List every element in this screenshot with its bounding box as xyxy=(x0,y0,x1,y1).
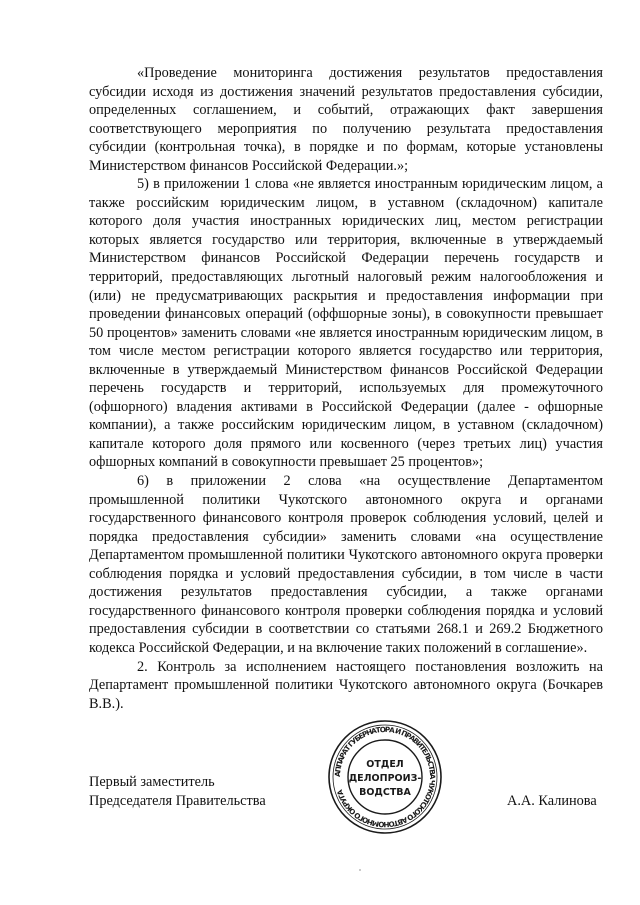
paragraph-item-5: 5) в приложении 1 слова «не является иностранным юридическим лицом, а также российским юридическим лицом, в уставном (складочном) капитале которого доля участия иностранных юридических лиц, местом регистрации которых является государство или территория, включенные в утверждаемый Министерством финансов Российской Федерации перечень государств и территорий, предоставляющих льготный налоговый режим налогообложения и (или) не предусматривающих раскрытия и предоставления информации при проведении финансовых операций (оффшорные зоны), в совокупности превышает 50 процентов» заменить словами «не является иностранным юридическим лицом, в том числе местом регистрации которого является государство или территория, включенные в утверждаемый Министерством финансов Российской Федерации перечень государств и территорий, используемых для промежуточного (офшорного) владения активами в Российской Федерации (далее - офшорные компании), а также российским юридическим лицом, в уставном (складочном) капитале которого доля прямого или косвенного (через третьих лиц) участия офшорных компаний в совокупности превышает 25 процентов»; xyxy=(89,176,603,471)
stamp-seal-graphic xyxy=(326,718,444,836)
scan-speck xyxy=(359,869,361,871)
stamp-line1: ОТДЕЛ xyxy=(366,759,404,770)
paragraph-item-6: 6) в приложении 2 слова «на осуществление Департаментом промышленной политики Чукотского автономного округа и органами государственного финансового контроля проверок соблюдения условий, целей и порядка предоставления субсидии» заменить словами «на осуществление Департаментом промышленной политики Чукотского автономного округа проверки соблюдения порядка и условий предоставления субсидии, в том числе в части достижения результатов предоставления субсидии, а также органами государственного финансового контроля проверки соблюдения порядка и условий предоставления субсидии в соответствии со статьями 268.1 и 269.2 Бюджетного кодекса Российской Федерации, и на включение таких положений в соглашение». xyxy=(89,473,603,656)
signatory-position xyxy=(89,773,266,811)
signatory-position-line1: Первый заместитель xyxy=(89,774,215,790)
paragraph-control: 2. Контроль за исполнением настоящего постановления возложить на Департамент промышленной политики Чукотского автономного округа (Бочкарев В.В.). xyxy=(89,658,603,712)
svg-text:АППАРАТ ГУБЕРНАТОРА И ПРАВИТЕЛ: АППАРАТ ГУБЕРНАТОРА И ПРАВИТЕЛЬСТВА ЧУКОТСКОГО АВТОНОМНОГО ОКРУГА xyxy=(332,724,438,830)
stamp-line2: ДЕЛОПРОИЗ- xyxy=(348,773,422,784)
document-body xyxy=(89,64,603,713)
stamp-line3: ВОДСТВА xyxy=(359,787,411,798)
paragraph-monitoring: «Проведение мониторинга достижения результатов предоставления субсидии исходя из достижения значений результатов предоставления субсидии, определенных соглашением, и событий, отражающих факт завершения соответствующего мероприятия по получению результата предоставления субсидии (контрольная точка), в порядке и по формам, которые установлены Министерством финансов Российской Федерации.»; xyxy=(89,65,603,174)
official-stamp xyxy=(326,718,444,836)
signatory-position-line2: Председателя Правительства xyxy=(89,793,266,809)
signatory-name: А.А. Калинова xyxy=(507,793,597,809)
